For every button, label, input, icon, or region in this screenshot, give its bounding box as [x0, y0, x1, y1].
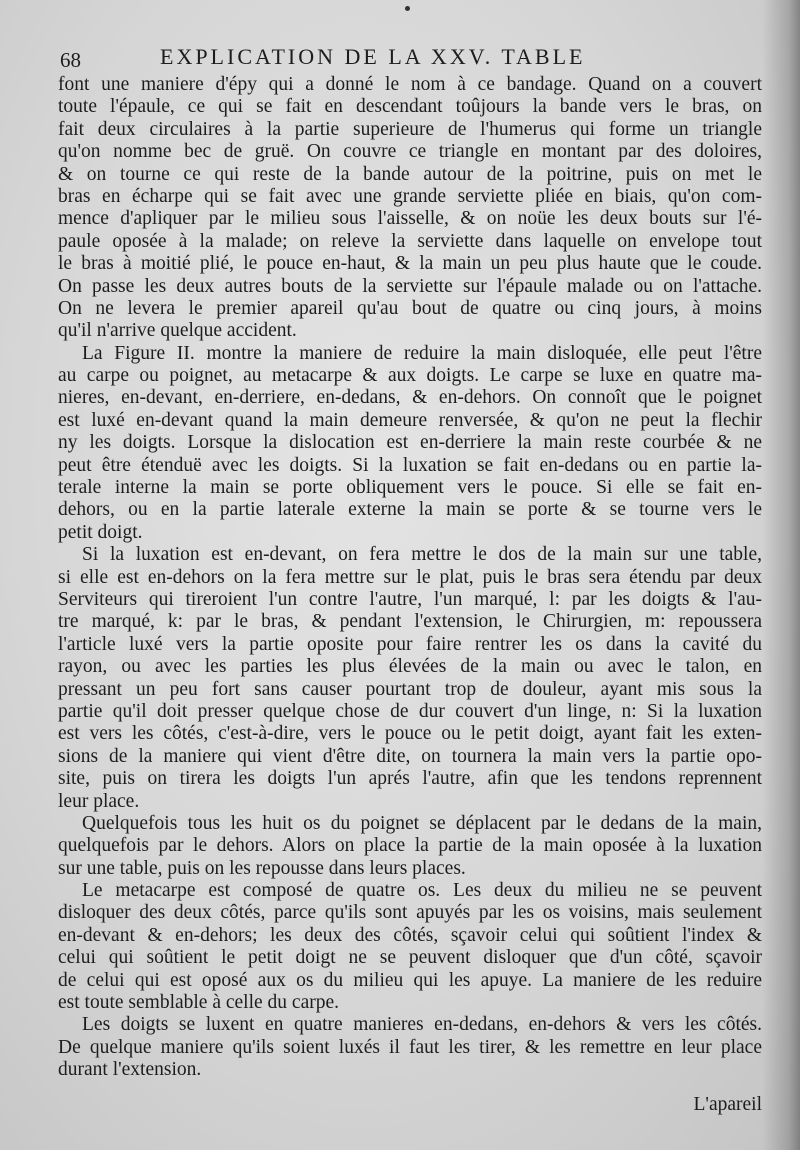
text-line: paule oposée à la malade; on releve la serviette dans laquelle on envelope tout [58, 230, 762, 252]
text-line: Si la luxation est en-devant, on fera mettre le dos de la main sur une table, [82, 544, 762, 566]
text-line: petit doigt. [58, 521, 143, 543]
text-line: Le metacarpe est composé de quatre os. Les deux du milieu ne se peuvent [82, 880, 762, 902]
text-line: quelquefois par le dehors. Alors on place la partie de la main oposée à la luxation [58, 835, 762, 857]
text-line: au carpe ou poignet, au metacarpe & aux doigts. Le carpe se luxe en quatre ma- [58, 365, 762, 387]
text-line: dehors, ou en la partie laterale externe la main se porte & se tourne vers le [58, 499, 762, 521]
text-line: & on tourne ce qui reste de la bande autour de la poitrine, puis on met le [58, 163, 762, 185]
text-line: Les doigts se luxent en quatre manieres en-dedans, en-dehors & vers les côtés. [82, 1014, 762, 1036]
text-line: le bras à moitié plié, le pouce en-haut, & la main un peu plus haute que le coude. [58, 253, 762, 275]
catchword-row [58, 1082, 762, 1116]
text-line: mence d'apliquer par le milieu sous l'aisselle, & on noüe les deux bouts sur l'é- [58, 208, 762, 230]
gutter-shadow [762, 0, 800, 1150]
text-line: rayon, ou avec les parties les plus élevées de la main ou avec le talon, en [58, 656, 762, 678]
paragraph [58, 880, 762, 1014]
text-line: La Figure II. montre la maniere de reduire la main disloquée, elle peut l'être [82, 342, 762, 364]
page-text [58, 44, 762, 1116]
text-line: tre marqué, k: par le bras, & pendant l'extension, le Chirurgien, m: repoussera [58, 611, 762, 633]
text-line: Quelquefois tous les huit os du poignet se déplacent par le dedans de la main, [82, 812, 762, 834]
text-line: est toute semblable à celle du carpe. [58, 992, 339, 1014]
text-line: partie qu'il doit presser quelque chose de dur couvert d'un linge, n: Si la luxation [58, 700, 762, 722]
text-line: en-devant & en-dehors; les deux des côtés, sçavoir celui qui soûtient l'index & [58, 924, 762, 946]
text-line: fait deux circulaires à la partie superieure de l'humerus qui forme un triangle [58, 118, 762, 140]
text-line: est vers les côtés, c'est-à-dire, vers le pouce ou le petit doigt, ayant fait les exten- [58, 723, 762, 745]
text-line: l'article luxé vers la partie oposite pour faire rentrer les os dans la cavité du [58, 633, 762, 655]
page-header [58, 44, 762, 74]
text-line: nieres, en-devant, en-derriere, en-dedans, & en-dehors. On connoît que le poignet [58, 387, 762, 409]
text-line: pressant un peu fort sans causer pourtant trop de douleur, ayant mis sous la [58, 678, 762, 700]
text-line: site, puis on tirera les doigts l'un aprés l'autre, afin que les tendons reprennent [58, 768, 762, 790]
text-line: est luxé en-devant quand la main demeure renversée, & qu'on ne peut la flechir [58, 409, 762, 431]
text-line: Serviteurs qui tireroient l'un contre l'autre, l'un marqué, l: par les doigts & l'au- [58, 588, 762, 610]
catchword: L'apareil [693, 1093, 762, 1115]
text-line: On passe les deux autres bouts de la serviette sur l'épaule malade ou on l'attache. [58, 275, 762, 297]
paragraph [58, 343, 762, 545]
text-line: leur place. [58, 790, 140, 812]
text-line: de celui qui est oposé aux os du milieu qui les apuye. La maniere de les reduire [58, 969, 762, 991]
text-line: bras en écharpe qui se fait avec une grande serviette pliée en biais, qu'on com- [58, 185, 762, 207]
text-line: qu'on nomme bec de gruë. On couvre ce triangle en montant par des doloires, [58, 141, 762, 163]
text-line: ny les doigts. Lorsque la dislocation est en-derriere la main reste courbée & ne [58, 432, 762, 454]
text-line: celui qui soûtient le petit doigt ne se peuvent disloquer que d'un côté, sçavoir [58, 947, 762, 969]
text-line: peut être étenduë avec les doigts. Si la luxation se fait en-dedans ou en partie la- [58, 454, 762, 476]
body-text [58, 74, 762, 1082]
text-line: On ne levera le premier apareil qu'au bout de quatre ou cinq jours, à moins [58, 297, 762, 319]
ink-speck [405, 6, 410, 11]
text-line: De quelque maniere qu'ils soient luxés il faut les tirer, & les remettre en leur place [58, 1036, 762, 1058]
text-line: disloquer des deux côtés, parce qu'ils sont apuyés par les os voisins, mais seulement [58, 902, 762, 924]
text-line: durant l'extension. [58, 1059, 202, 1081]
paragraph [58, 544, 762, 813]
text-line: si elle est en-dehors on la fera mettre sur le plat, puis le bras sera étendu par deux [58, 566, 762, 588]
text-line: sur une table, puis on les repousse dans leurs places. [58, 857, 466, 879]
paragraph [58, 1014, 762, 1081]
running-head: EXPLICATION DE LA XXV. TABLE [160, 44, 586, 69]
text-line: qu'il n'arrive quelque accident. [58, 320, 297, 342]
page-number: 68 [60, 48, 81, 72]
text-line: font une maniere d'épy qui a donné le nom à ce bandage. Quand on a couvert [58, 74, 762, 95]
paragraph [58, 74, 762, 343]
paragraph [58, 813, 762, 880]
text-line: toute l'épaule, ce qui se fait en descendant toûjours la bande vers le bras, on [58, 96, 762, 118]
text-line: terale interne la main se porte obliquement vers le pouce. Si elle se fait en- [58, 477, 762, 499]
text-line: sions de la maniere qui vient d'être dite, on tournera la main vers la partie opo- [58, 745, 762, 767]
